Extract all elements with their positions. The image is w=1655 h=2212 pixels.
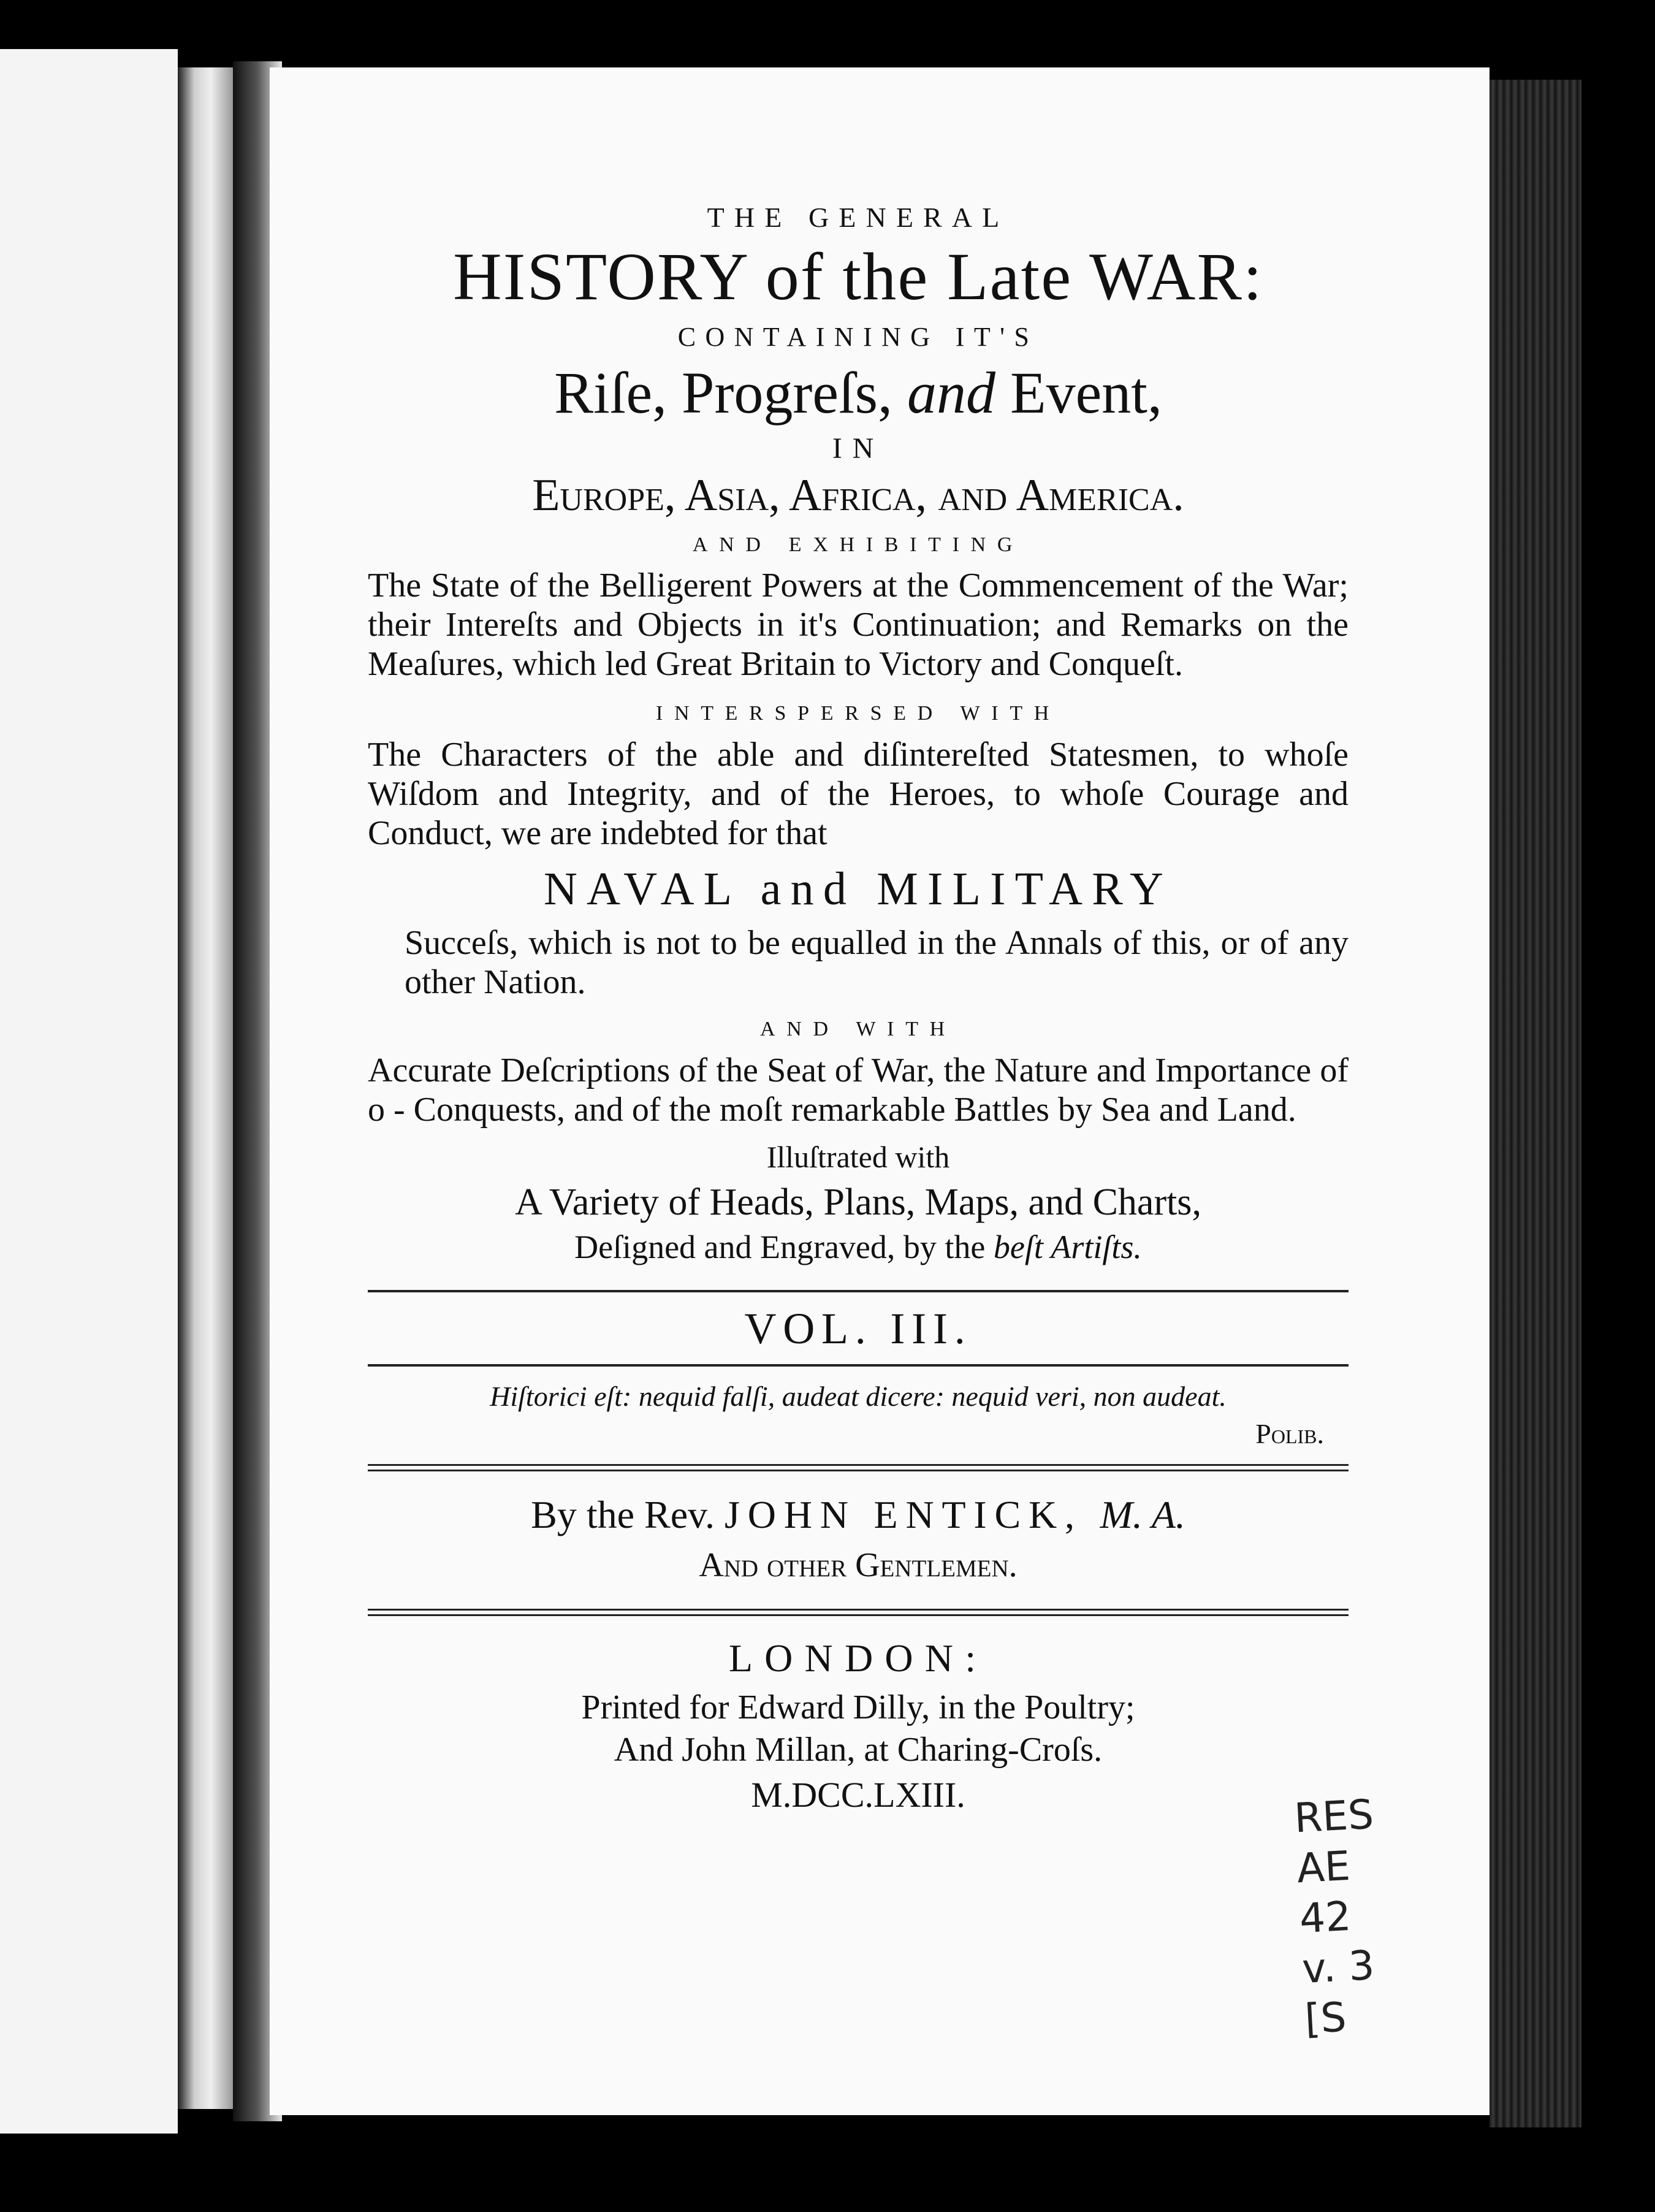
illustrated-line: Illuſtrated with — [766, 1139, 950, 1174]
page-block-edge — [1490, 80, 1581, 2127]
divider-rule — [368, 1290, 1349, 1292]
title-page-text — [368, 202, 1349, 1815]
naval-military-line: NAVAL and MILITARY — [543, 863, 1173, 915]
continents-line: Europe, Asia, Africa, and America. — [532, 470, 1184, 521]
left-page-edge — [178, 67, 233, 2109]
heading-line-1: THE GENERAL — [707, 202, 1010, 233]
variety-line: A Variety of Heads, Plans, Maps, and Charts, — [515, 1181, 1201, 1223]
volume-label: VOL. III. — [744, 1304, 972, 1354]
paragraph-state: The State of the Belligerent Powers at the Commencement of the War; their Intereſts and Objects in it's Continuation; and Remarks on the Meaſures, which led Great Britain to Victory and Conqueſt. — [368, 566, 1349, 684]
paragraph-success: Succeſs, which is not to be equalled in the Annals of this, or of any other Nation. — [405, 924, 1349, 1002]
author-line: By the Rev. JOHN ENTICK, M. A. — [531, 1493, 1185, 1537]
paragraph-descriptions: Accurate Deſcriptions of the Seat of War, the Nature and Importance of o - Conquests, and of the moſt remarkable Battles by Sea and Land. — [368, 1051, 1349, 1129]
exhibiting-line: AND EXHIBITING — [692, 533, 1024, 556]
and-with-line: AND WITH — [760, 1018, 956, 1041]
handwritten-shelfmark: RES AE 42 v. 3 [S — [1293, 1790, 1376, 2043]
divider-rule — [368, 1464, 1349, 1471]
imprint-line-1: Printed for Edward Dilly, in the Poultry; — [581, 1688, 1135, 1726]
motto-source: Polib. — [1255, 1417, 1324, 1449]
paragraph-characters: The Characters of the able and diſintereſted Statesmen, to whoſe Wiſdom and Integrity, and of the Heroes, to whoſe Courage and Conduct, we are indebted for that — [368, 735, 1349, 852]
in-line: IN — [832, 432, 885, 465]
designed-line: Deſigned and Engraved, by the beſt Artiſts. — [574, 1228, 1142, 1265]
containing-line: CONTAINING IT'S — [677, 321, 1039, 352]
rise-progress-line: Riſe, Progreſs, and Event, — [554, 359, 1162, 425]
imprint-city: LONDON: — [728, 1636, 988, 1680]
other-gentlemen-line: And other Gentlemen. — [699, 1546, 1018, 1584]
imprint-line-2: And John Millan, at Charing-Croſs. — [614, 1731, 1103, 1769]
divider-rule — [368, 1364, 1349, 1367]
left-page — [0, 49, 178, 2134]
main-title: HISTORY of the Late WAR: — [453, 238, 1263, 314]
imprint-date: M.DCC.LXIII. — [751, 1775, 965, 1815]
interspersed-line: INTERSPERSED WITH — [655, 702, 1061, 725]
latin-motto: Hiſtorici eſt: nequid falſi, audeat dicere: nequid veri, non audeat. — [490, 1381, 1227, 1413]
divider-rule — [368, 1609, 1349, 1616]
